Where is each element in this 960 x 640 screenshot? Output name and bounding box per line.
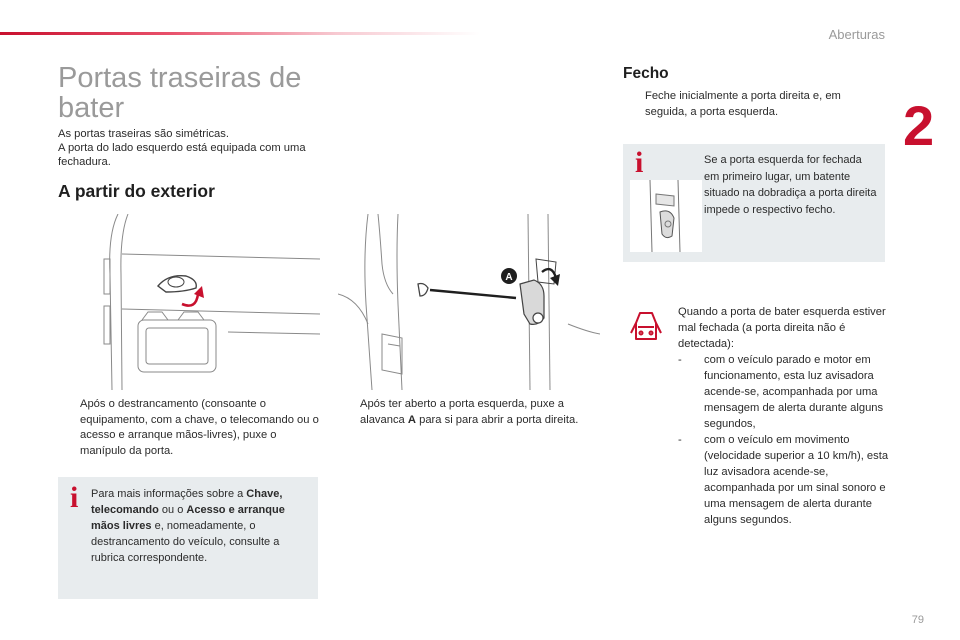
info-box-keys — [58, 477, 318, 599]
step-close-text: Feche inicialmente a porta direita e, em seguida, a porta esquerda. — [645, 90, 841, 118]
warning-item-stationary — [678, 352, 890, 432]
warning-item-stationary-text: com o veículo parado e motor em funcionamento, esta luz avisadora acende-se, acompanhada por uma mensagem de alerta durante alguns segundos, — [704, 354, 884, 430]
step-unlock-text: Após o destrancamento (consoante o equipamento, com a chave, o telecomando ou o acesso e arranque mãos-livres), puxe o manípulo da porta. — [80, 398, 319, 457]
intro-line-2: A porta do lado esquerdo está equipada com uma fechadura. — [58, 142, 306, 168]
list-dash: - — [678, 434, 682, 446]
lever-a-drawing — [338, 214, 600, 390]
page-number: 79 — [911, 614, 924, 626]
info-text-bold: Chave, telecomando — [91, 488, 283, 516]
warning-item-moving — [678, 432, 890, 528]
hinge-stop-thumbnail — [630, 180, 702, 252]
section-title-fecho: Fecho — [623, 65, 669, 82]
hinge-stop-drawing — [630, 180, 702, 252]
page-title: Portas traseiras de bater — [58, 62, 302, 124]
rear-door-handle-drawing — [58, 214, 320, 390]
warning-light-text — [678, 304, 890, 528]
step-lever-text — [338, 397, 588, 428]
rear-door-handle-illustration — [58, 214, 320, 390]
info-box-keys-text — [91, 486, 313, 566]
step-lever-text-2: para si para abrir a porta direita. — [416, 413, 579, 426]
door-open-warning-drawing — [630, 309, 662, 345]
door-open-warning-icon — [630, 309, 662, 345]
info-icon: i — [635, 146, 644, 179]
chapter-name: Aberturas — [828, 27, 885, 42]
chapter-number: 2 — [903, 94, 935, 157]
step-lever-text-1: Após ter aberto a porta esquerda, puxe a alavanca — [360, 398, 564, 426]
step-lever-label: A — [407, 413, 416, 426]
info-icon: i — [70, 481, 79, 514]
intro-line-1: As portas traseiras são simétricas. — [58, 128, 229, 140]
info-text-part: Para mais informações sobre a — [91, 488, 247, 500]
lever-a-illustration — [338, 214, 600, 390]
intro-text — [58, 127, 318, 169]
warning-item-moving-text: com o veículo em movimento (velocidade superior a 10 km/h), esta luz avisadora acende-se, acompanhada por um sinal sonoro e uma mensagem de alerta durante alguns segundos. — [704, 434, 889, 526]
info-box-hinge-stop — [623, 144, 885, 262]
info-box-hinge-text: Se a porta esquerda for fechada em primeiro lugar, um batente situado na dobradiça a porta direita impede o respectivo fecho. — [704, 154, 877, 216]
info-text-bold: Acesso e arranque mãos livres — [91, 504, 285, 532]
callout-a-label: A — [505, 272, 513, 283]
section-title-exterior: A partir do exterior — [58, 181, 215, 201]
header-accent-bar — [0, 32, 480, 35]
list-dash: - — [678, 354, 682, 366]
step-pull-lever-a — [338, 397, 588, 428]
warning-intro: Quando a porta de bater esquerda estiver mal fechada (a porta direita não é detectada): — [678, 306, 886, 350]
step-unlock-pull-handle — [58, 397, 320, 459]
info-text-part: e, nomeadamente, o destrancamento do veículo, consulte a rubrica correspondente. — [91, 520, 280, 564]
info-text-part: ou o — [158, 504, 187, 516]
step-close-doors — [623, 89, 883, 120]
